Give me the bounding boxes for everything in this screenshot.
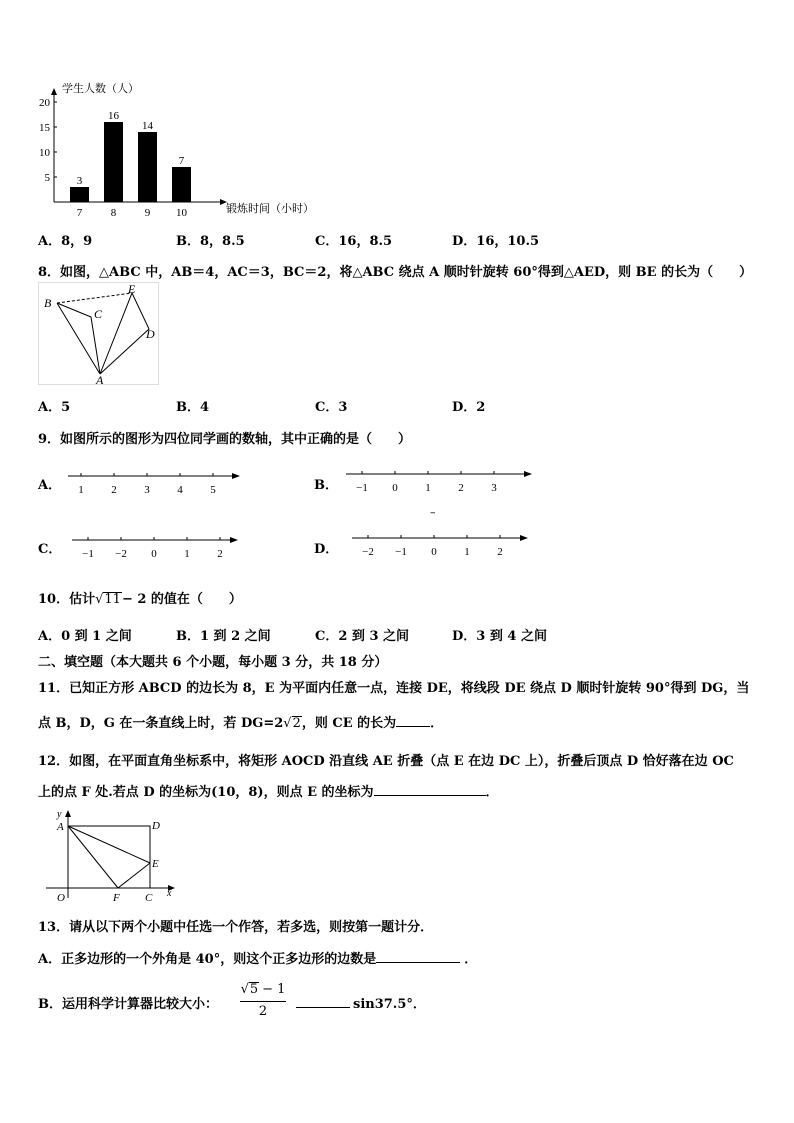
number-line-label: 1 [425,482,431,494]
q13-b-comparison [296,993,426,1012]
q12-line2 [38,781,499,800]
bar-chart [30,78,320,218]
q9-label-b: B． [314,478,338,493]
number-line-label: 2 [217,548,223,560]
q13-num-rest: − 1 [262,982,286,997]
q12-label-y: y [57,809,62,820]
sqrt-symbol: √ [283,716,292,731]
number-line-label: 1 [184,548,190,560]
q13-fraction-denominator: 2 [258,1004,268,1019]
q7-option-d: D．16，10.5 [452,234,540,249]
q8-option-a: A．5 [38,400,71,415]
bar [104,122,123,202]
q10-radicand: 11 [104,592,121,607]
bar-value-label: 7 [178,155,185,167]
y-tick-label: 15 [39,122,50,134]
q7-option-a: A．8，9 [38,234,93,249]
number-line-label: 5 [210,484,216,496]
q13-fraction [238,982,288,1020]
x-tick-label: 8 [110,207,117,218]
q8-option-d: D．2 [452,400,486,415]
fraction-bar [240,1001,286,1002]
q9-label-a: A． [38,478,62,493]
bar-value-label: 16 [108,110,119,122]
q13-a-text: A．正多边形的一个外角是 40°，则这个正多边形的边数是 [38,952,377,967]
q12-label-e: E [152,858,159,870]
q10-suffix: − 2 的值在（ ） [121,592,242,607]
q12-label-f: F [113,892,120,904]
q13-part-b-text: B．运用科学计算器比较大小： [38,997,218,1012]
q13-a-answer-blank[interactable] [376,950,460,963]
q8-figure [38,282,162,386]
q10-prefix: 10．估计 [38,592,96,607]
number-line-label: 4 [177,484,183,496]
y-tick-label: 20 [39,97,50,109]
q12-end: ． [485,785,499,800]
x-tick-label: 9 [144,207,151,218]
number-line-label: 0 [431,546,437,558]
number-line-label: 2 [111,484,117,496]
q9-numberline-b [342,466,536,500]
number-line-label: 0 [392,482,398,494]
q13-num-radicand: 5 [249,982,259,997]
number-line-label: −1 [82,548,94,560]
number-line-label: −1 [356,482,368,494]
q10-option-a: A．0 到 1 之间 [38,629,132,644]
y-axis-arrow [51,88,57,95]
q12-label-x: x [167,888,172,899]
number-line-label: 3 [144,484,150,496]
sqrt-symbol: √ [95,592,104,607]
x-tick-label: 7 [76,207,83,218]
x-tick-label: 10 [176,207,187,218]
q13-a-end: ． [464,952,478,967]
q9-numberline-a [64,466,244,500]
q8-label-a: A [96,373,104,386]
number-line-label: −1 [395,546,407,558]
number-line-label: 0 [151,548,157,560]
q12-line1: 12．如图，在平面直角坐标系中，将矩形 AOCD 沿直线 AE 折叠（点 E 在边 DC 上），折叠后顶点 D 恰好落在边 OC [38,754,734,769]
number-line-label: 2 [497,546,503,558]
q10-option-b: B．1 到 2 之间 [176,629,271,644]
q11-line2 [38,712,443,731]
q13-part-a [38,948,477,967]
bar [172,167,191,202]
section-2-heading: 二、填空题（本大题共 6 个小题，每小题 3 分，共 18 分） [38,655,388,670]
number-line-label: −2 [115,548,127,560]
q8-stem: 8．如图，△ABC 中，AB＝4，AC＝3，BC＝2，将△ABC 绕点 A 顺时针旋转 60°得到△AED，则 BE 的长为（ ） [38,265,753,280]
q9-stem: 9．如图所示的图形为四位同学画的数轴，其中正确的是（ ） [38,432,412,447]
q8-label-e: E [128,282,136,296]
q12-figure [40,806,182,906]
q10-option-d: D．3 到 4 之间 [452,629,547,644]
q12-line2-text: 上的点 F 处.若点 D 的坐标为(10，8)，则点 E 的坐标为 [38,785,374,800]
q9-numberline-c [68,530,244,564]
bar [70,187,89,202]
number-line-label: −2 [362,546,374,558]
q8-option-b: B．4 [176,400,210,415]
q11-radicand: 2 [292,716,301,731]
bar [138,132,157,202]
q10-option-c: C．2 到 3 之间 [315,629,410,644]
q9-label-d: D． [314,542,339,557]
q8-label-d: D [146,327,155,341]
number-line-label: 2 [458,482,464,494]
bar-value-label: 3 [76,175,83,187]
q13-b-after: sin37.5°． [353,997,426,1012]
q10-stem [38,588,242,607]
q12-answer-blank[interactable] [374,783,486,796]
q13-b-answer-blank[interactable] [296,995,350,1008]
q12-label-a: A [57,821,64,833]
number-line-label: 1 [78,484,84,496]
number-line-label: 3 [491,482,497,494]
number-line-label: 1 [464,546,470,558]
q13-fraction-numerator [238,982,288,998]
q9-stray-mark: – [430,506,436,519]
q11-end: ． [430,716,444,731]
q9-numberline-d [348,530,532,564]
q12-label-c: C [145,892,153,904]
q8-option-c: C．3 [315,400,348,415]
bar-value-label: 14 [142,120,153,132]
y-tick-label: 5 [44,172,50,184]
q11-line2-prefix: 点 B，D，G 在一条直线上时，若 DG=2 [38,716,284,731]
sqrt-symbol: √ [240,982,249,997]
q12-label-o: O [57,892,65,904]
y-axis-label: 学生人数（人） [62,83,139,95]
q7-option-c: C．16，8.5 [315,234,393,249]
q8-label-b: B [44,296,52,310]
q12-label-d: D [152,820,160,832]
q11-answer-blank[interactable] [396,714,430,727]
x-axis-label: 锻炼时间（小时） [226,203,314,215]
q13-stem: 13．请从以下两个小题中任选一个作答，若多选，则按第一题计分． [38,920,434,935]
q11-line1: 11．已知正方形 ABCD 的边长为 8，E 为平面内任意一点，连接 DE，将线段 DE 绕点 D 顺时针旋转 90°得到 DG，当 [38,681,750,696]
q8-label-c: C [94,307,103,321]
q9-label-c: C． [38,542,62,557]
q11-line2-suffix: ，则 CE 的长为 [301,716,397,731]
q7-option-b: B．8，8.5 [176,234,245,249]
y-tick-label: 10 [39,147,50,159]
